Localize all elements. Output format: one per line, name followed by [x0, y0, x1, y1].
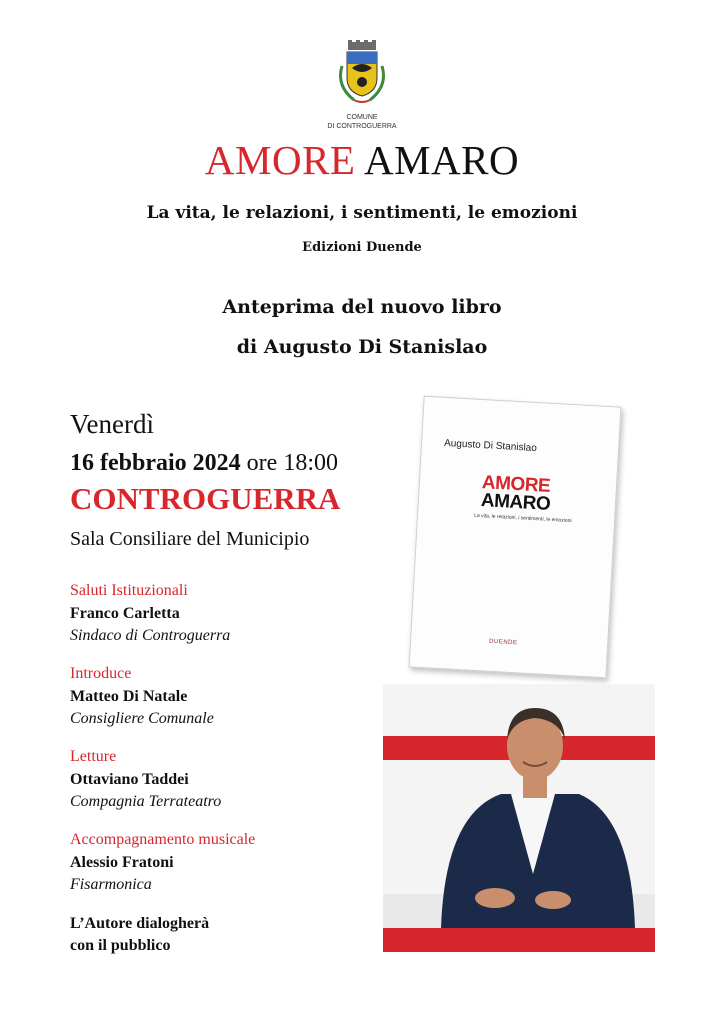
program-role: Introduce [70, 665, 132, 682]
program-person: Franco Carletta [70, 605, 180, 622]
preview-line-2: di Augusto Di Stanislao [236, 336, 488, 358]
program-item-musica [70, 830, 255, 895]
subtitle: La vita, le relazioni, i sentimenti, le emozioni [146, 203, 578, 223]
book-publisher: DUENDE [488, 638, 518, 647]
publisher: Edizioni Duende [302, 240, 422, 255]
event-day: Venerdì [70, 409, 154, 439]
program-person: Ottaviano Taddei [70, 771, 189, 788]
author-photo [383, 684, 655, 952]
event-date-line [70, 447, 338, 479]
program-role: Letture [70, 748, 117, 765]
book-subtitle: La vita, le relazioni, i sentimenti, le emozioni [473, 512, 572, 525]
program-desc: Compagnia Terrateatro [70, 793, 222, 810]
title-amaro: AMARO [363, 137, 520, 183]
program-desc: Fisarmonica [70, 876, 152, 893]
program-item-saluti [70, 581, 230, 646]
page-title [0, 136, 724, 184]
event-time: ore 18:00 [246, 450, 338, 476]
book-cover [409, 396, 622, 679]
comune-name [0, 113, 724, 131]
comune-crest-icon [332, 38, 392, 110]
closing-line-2: con il pubblico [70, 937, 171, 954]
event-venue: Sala Consiliare del Municipio [70, 528, 310, 550]
comune-label: COMUNE [346, 114, 378, 121]
preview-line-1: Anteprima del nuovo libro [222, 296, 502, 318]
closing-line-1: L’Autore dialogherà [70, 915, 210, 932]
program-person: Matteo Di Natale [70, 688, 188, 705]
event-date: 16 febbraio 2024 [70, 450, 241, 476]
book-author: Augusto Di Stanislao [443, 437, 538, 455]
book-title-amore: AMORE [481, 472, 551, 497]
program-item-introduce [70, 664, 214, 729]
program-person: Alessio Fratoni [70, 854, 174, 871]
program-role: Saluti Istituzionali [70, 582, 188, 599]
comune-town: DI CONTROGUERRA [327, 123, 397, 130]
program-role: Accompagnamento musicale [70, 831, 256, 848]
program-item-letture [70, 747, 221, 812]
event-city: CONTROGUERRA [70, 481, 341, 516]
closing-note [70, 913, 290, 957]
program-desc: Sindaco di Controguerra [70, 627, 231, 644]
title-amore: AMORE [204, 137, 356, 183]
program-desc: Consigliere Comunale [70, 710, 214, 727]
book-title-amaro: AMARO [480, 490, 551, 515]
